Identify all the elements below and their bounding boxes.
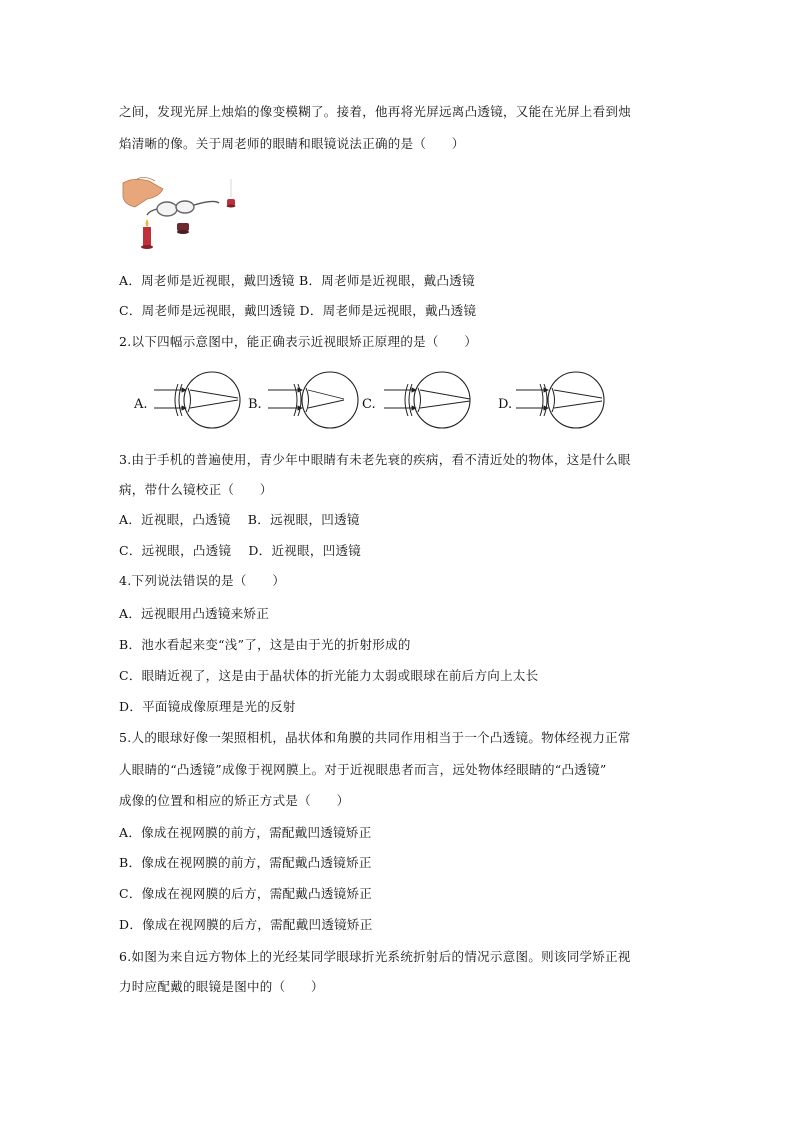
question-5: 5.人的眼球好像一架照相机，晶状体和角膜的共同作用相当于一个凸透镜。物体经视力正常 <box>119 730 631 745</box>
label-c: C. <box>362 397 376 412</box>
option-b: B．池水看起来变“浅”了，这是由于光的折射形成的 <box>119 637 411 652</box>
option-b: B．像成在视网膜的前方，需配戴凸透镜矫正 <box>119 855 372 870</box>
question-6-cont: 力时应配戴的眼镜是图中的（ ） <box>119 979 324 994</box>
question-3: 3.由于手机的普遍使用，青少年中眼睛有未老先衰的疾病，看不清近处的物体，这是什么眼 <box>119 452 631 467</box>
option-line-cd: C．远视眼，凸透镜 D．近视眼，凹透镜 <box>119 543 362 558</box>
option-a: A．像成在视网膜的前方，需配戴凹透镜矫正 <box>119 825 372 840</box>
eye-diagram-d <box>498 372 604 428</box>
option-line-ab: A．周老师是近视眼，戴凹透镜 B．周老师是近视眼，戴凸透镜 <box>119 273 475 288</box>
option-line-cd: C．周老师是远视眼，戴凹透镜 D．周老师是远视眼，戴凸透镜 <box>119 303 477 318</box>
question-5-cont-2: 成像的位置和相应的矫正方式是（ ） <box>119 793 350 808</box>
label-d: D. <box>498 397 513 412</box>
option-d: D．像成在视网膜的后方，需配戴凹透镜矫正 <box>119 917 373 932</box>
question-2: 2.以下四幅示意图中，能正确表示近视眼矫正原理的是（ ） <box>119 334 478 349</box>
option-c: C．眼睛近视了，这是由于晶状体的折光能力太弱或眼球在前后方向上太长 <box>119 668 539 683</box>
eye-diagram-b <box>248 372 358 428</box>
label-b: B. <box>248 397 262 412</box>
option-d: D．平面镜成像原理是光的反射 <box>119 699 296 714</box>
text-line-1: 之间，发现光屏上烛焰的像变模糊了。接着，他再将光屏远离凸透镜，又能在光屏上看到烛 <box>119 104 632 119</box>
question-6: 6.如图为来自远方物体上的光经某同学眼球折光系统折射后的情况示意图。则该同学矫正视 <box>119 949 631 964</box>
option-a: A．远视眼用凸透镜来矫正 <box>119 606 270 621</box>
question-4: 4.下列说法错误的是（ ） <box>119 573 286 588</box>
text-line-2: 焰清晰的像。关于周老师的眼睛和眼镜说法正确的是（ ） <box>119 136 465 151</box>
question-5-cont-1: 人眼睛的“凸透镜”成像于视网膜上。对于近视眼患者而言，远处物体经眼睛的“凸透镜” <box>119 762 607 777</box>
label-a: A. <box>134 397 148 412</box>
option-c: C．像成在视网膜的后方，需配戴凸透镜矫正 <box>119 886 373 901</box>
experiment-photo <box>119 175 243 255</box>
eye-diagrams <box>130 368 620 436</box>
question-3-cont: 病，带什么镜校正（ ） <box>119 482 273 497</box>
eye-diagram-a <box>133 372 240 428</box>
eye-diagram-c <box>362 372 470 428</box>
option-line-ab: A．近视眼，凸透镜 B．远视眼，凹透镜 <box>119 512 360 527</box>
